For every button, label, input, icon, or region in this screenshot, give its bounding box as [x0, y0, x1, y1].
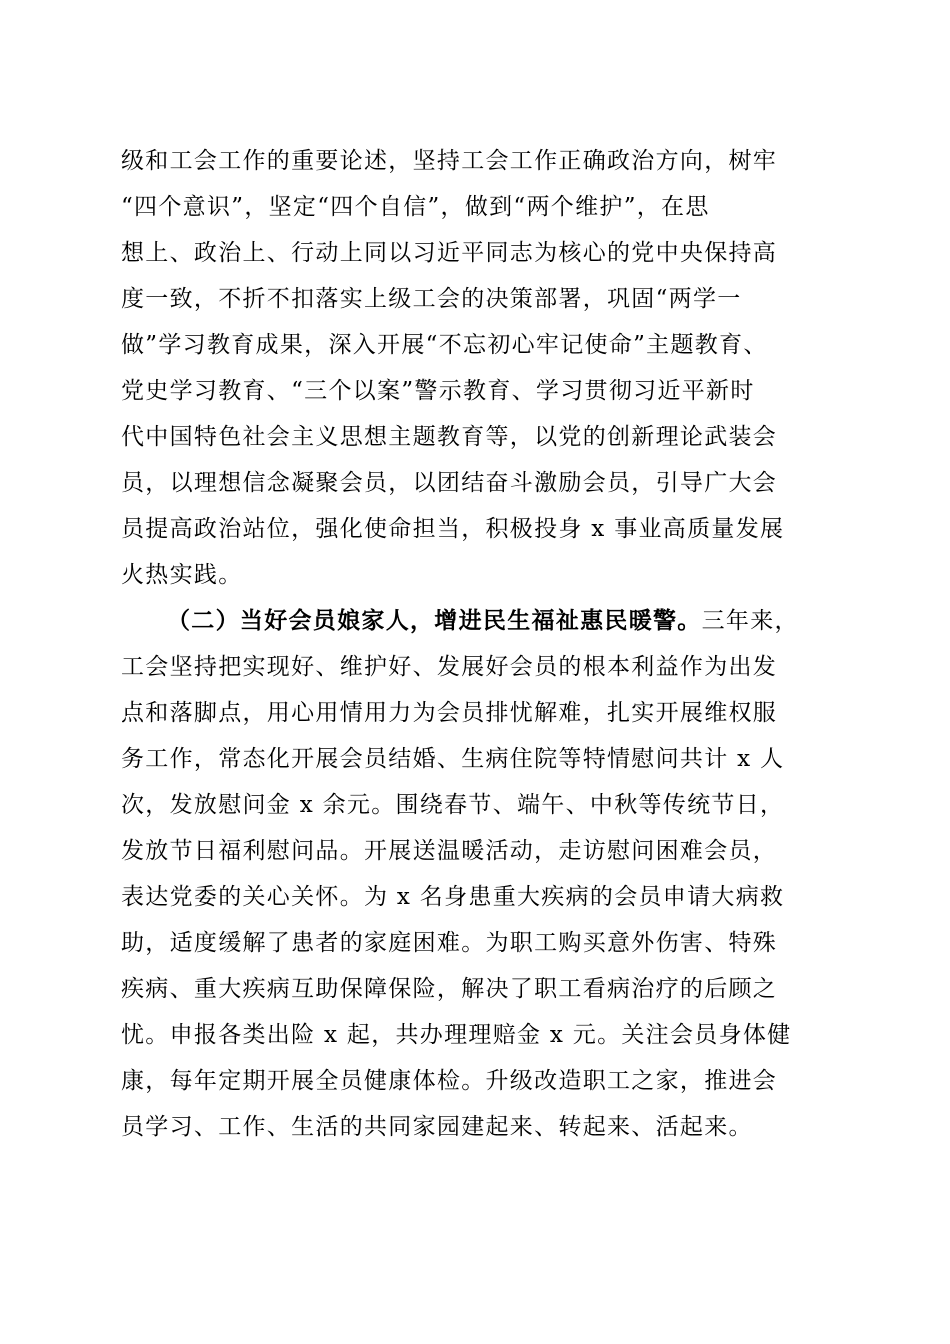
- text-line: 助，适度缓解了患者的家庭困难。为职工购买意外伤害、特殊: [121, 930, 778, 956]
- text-line: 员提高政治站位，强化使命担当，积极投身 x 事业高质量发展: [121, 516, 785, 542]
- text-line: 次，发放慰问金 x 余元。围绕春节、端午、中秋等传统节日，: [121, 792, 785, 818]
- text-line: 党史学习教育、“三个以案”警示教育、学习贯彻习近平新时: [121, 378, 755, 404]
- paragraph-2: [121, 598, 837, 1150]
- text-line: 想上、政治上、行动上同以习近平同志为核心的党中央保持高: [121, 240, 778, 266]
- section-heading: （二）当好会员娘家人，增进民生福祉惠民暖警。: [167, 607, 702, 634]
- text-line: 务工作，常态化开展会员结婚、生病住院等特情慰问共计 x 人: [121, 746, 785, 772]
- text-line: 疾病、重大疾病互助保障保险，解决了职工看病治疗的后顾之: [121, 976, 778, 1002]
- text-line: 忧。申报各类出险 x 起，共办理理赔金 x 元。关注会员身体健: [121, 1022, 792, 1048]
- text-line: 点和落脚点，用心用情用力为会员排忧解难，扎实开展维权服: [121, 700, 778, 726]
- text-line: 做”学习教育成果，深入开展“不忘初心牢记使命”主题教育、: [121, 332, 768, 358]
- text-line: 度一致，不折不扣落实上级工会的决策部署，巩固“两学一: [121, 286, 742, 312]
- heading-line-rest: 三年来，: [701, 608, 799, 634]
- text-line: 员学习、工作、生活的共同家园建起来、转起来、活起来。: [121, 1114, 753, 1140]
- text-line: 工会坚持把实现好、维护好、发展好会员的根本利益作为出发: [121, 654, 778, 680]
- text-line: 发放节日福利慰问品。开展送温暖活动，走访慰问困难会员，: [121, 838, 778, 864]
- paragraph-1: [121, 138, 837, 598]
- text-line: 员，以理想信念凝聚会员，以团结奋斗激励会员，引导广大会: [121, 470, 778, 496]
- text-line: 表达党委的关心关怀。为 x 名身患重大疾病的会员申请大病救: [121, 884, 785, 910]
- text-line: 火热实践。: [121, 562, 243, 588]
- text-line: 康，每年定期开展全员健康体检。升级改造职工之家，推进会: [121, 1068, 778, 1094]
- text-line: 级和工会工作的重要论述，坚持工会工作正确政治方向，树牢: [121, 148, 778, 174]
- document-body: [121, 138, 837, 1150]
- text-line: 代中国特色社会主义思想主题教育等，以党的创新理论武装会: [121, 424, 778, 450]
- text-line: “四个意识”，坚定“四个自信”，做到“两个维护”，在思: [121, 194, 710, 220]
- text-line: [121, 598, 837, 644]
